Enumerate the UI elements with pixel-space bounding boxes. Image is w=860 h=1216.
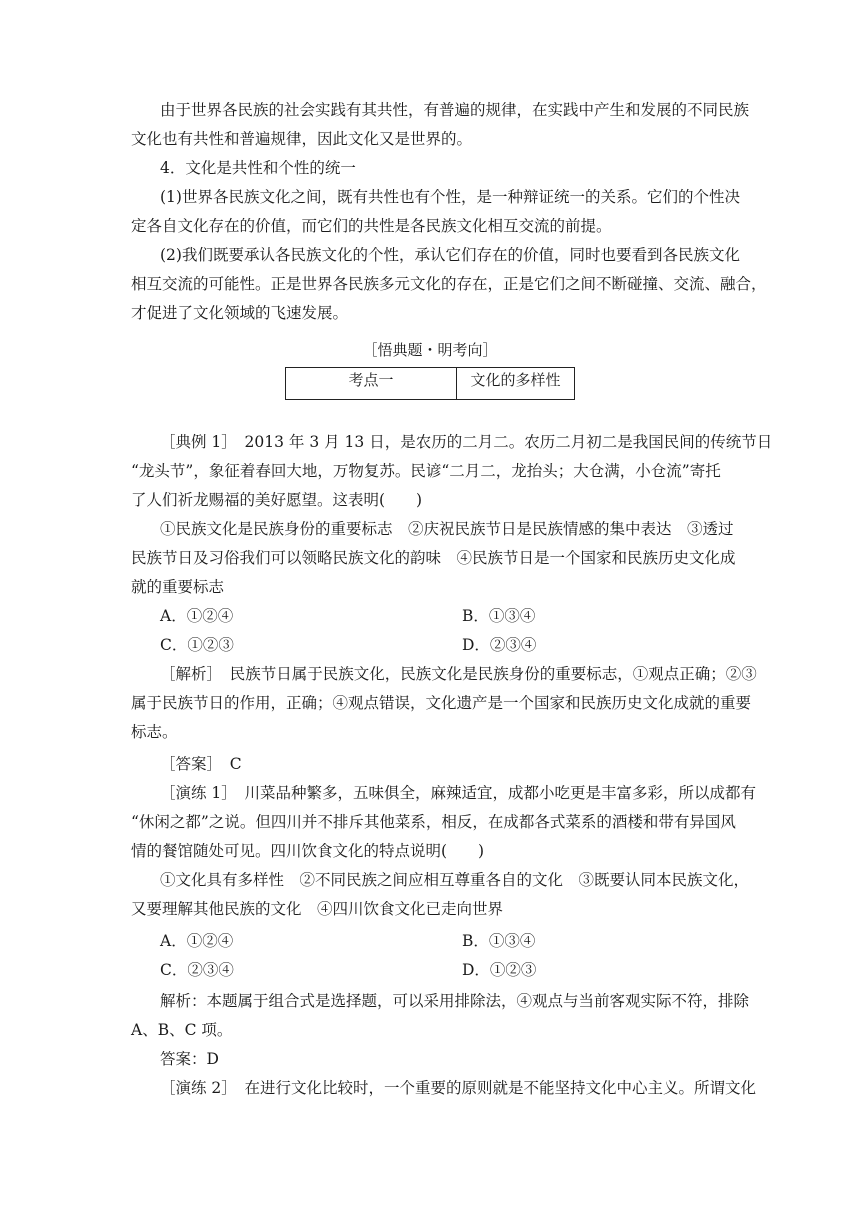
exercise-statement: ①文化具有多样性 ②不同民族之间应相互尊重各自的文化 ③既要认同本民族文化， xyxy=(160,871,750,889)
analysis-line: 属于民族节日的作用，正确；④观点错误，文化遗产是一个国家和民族历史文化成就的重要 xyxy=(131,694,752,712)
question-line: “龙头节”，象征着春回大地，万物复苏。民谚“二月二，龙抬头；大仓满，小仓流”寄托 xyxy=(131,462,721,480)
question-statement: 就的重要标志 xyxy=(131,578,225,596)
option-a: A．①②④ xyxy=(160,607,234,625)
option-c: C．②③④ xyxy=(160,961,234,979)
analysis-line: 标志。 xyxy=(131,723,178,741)
option-b: B．①③④ xyxy=(462,932,536,950)
option-d: D．②③④ xyxy=(462,636,537,654)
paragraph-line: 才促进了文化领域的飞速发展。 xyxy=(131,304,349,322)
option-c: C．①②③ xyxy=(160,636,234,654)
analysis-line: 解析：本题属于组合式是选择题，可以采用排除法，④观点与当前客观实际不符，排除 xyxy=(160,992,750,1010)
question-statement: 民族节日及习俗我们可以领略民族文化的韵味 ④民族节日是一个国家和民族历史文化成 xyxy=(131,549,736,567)
paragraph-line: 文化也有共性和普遍规律，因此文化又是世界的。 xyxy=(131,130,473,148)
paragraph-line: (2)我们既要承认各民族文化的个性，承认它们存在的价值，同时也要看到各民族文化 xyxy=(160,246,740,264)
paragraph-line: 定各自文化存在的价值，而它们的共性是各民族文化相互交流的前提。 xyxy=(131,217,612,235)
section-heading: 4．文化是共性和个性的统一 xyxy=(160,159,356,177)
section-title: ［悟典题・明考向］ xyxy=(362,341,498,359)
topic-number: 考点一 xyxy=(286,368,457,400)
question-statement: ①民族文化是民族身份的重要标志 ②庆祝民族节日是民族情感的集中表达 ③透过 xyxy=(160,520,734,538)
exercise-statement: 又要理解其他民族的文化 ④四川饮食文化已走向世界 xyxy=(131,900,504,918)
exercise-line: 情的餐馆随处可见。四川饮食文化的特点说明( ) xyxy=(131,842,485,860)
question-line: ［典例 1］ 2013 年 3 月 13 日，是农历的二月二。农历二月初二是我国民间的传统节日 xyxy=(160,433,773,451)
paragraph-line: (1)世界各民族文化之间，既有共性也有个性，是一种辩证统一的关系。它们的个性决 xyxy=(160,188,740,206)
exercise-line: ［演练 2］ 在进行文化比较时，一个重要的原则就是不能坚持文化中心主义。所谓文化 xyxy=(160,1079,757,1097)
question-line: 了人们祈龙赐福的美好愿望。这表明( ) xyxy=(131,491,423,509)
answer-line: ［答案］ C xyxy=(160,755,242,773)
paragraph-line: 相互交流的可能性。正是世界各民族多元文化的存在，正是它们之间不断碰撞、交流、融合， xyxy=(131,275,767,293)
topic-title: 文化的多样性 xyxy=(457,368,575,400)
exercise-line: “休闲之都”之说。但四川并不排斥其他菜系，相反，在成都各式菜系的酒楼和带有异国风 xyxy=(131,813,736,831)
topic-table xyxy=(285,367,575,400)
analysis-line: ［解析］ 民族节日属于民族文化，民族文化是民族身份的重要标志，①观点正确；②③ xyxy=(160,665,757,683)
paragraph-line: 由于世界各民族的社会实践有其共性，有普遍的规律，在实践中产生和发展的不同民族 xyxy=(160,101,750,119)
answer-line: 答案：D xyxy=(160,1050,219,1068)
exercise-line: ［演练 1］ 川菜品种繁多，五味俱全，麻辣适宜，成都小吃更是丰富多彩，所以成都有 xyxy=(160,784,757,802)
option-d: D．①②③ xyxy=(462,961,537,979)
option-a: A．①②④ xyxy=(160,932,234,950)
option-b: B．①③④ xyxy=(462,607,536,625)
analysis-line: A、B、C 项。 xyxy=(131,1021,233,1039)
